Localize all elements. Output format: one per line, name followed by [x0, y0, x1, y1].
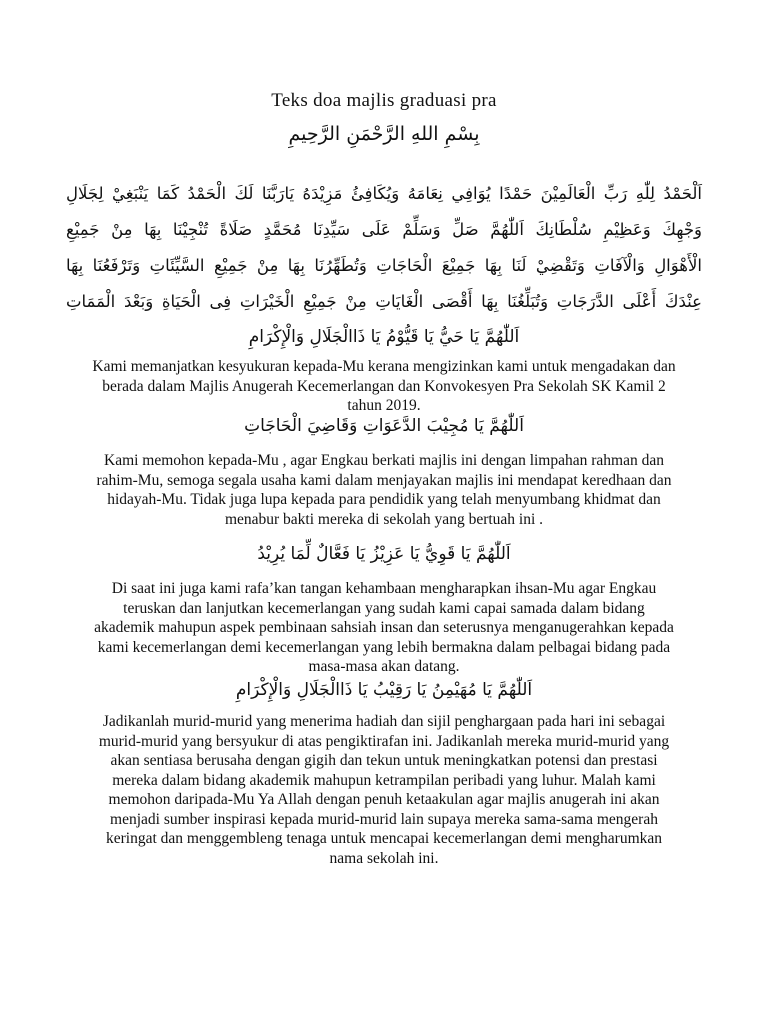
opening-arabic-line-1: اَلْحَمْدُ لِلّٰهِ رَبِّ الْعَالَمِيْنَ حَمْدًا يُوَافِي نِعَامَهُ وَيُكَافِئُ مَزِيْدَهُ يَارَبَّنَا لَكَ الْحَمْدُ كَمَا يَنْبَغِيْ لِجَلَالِ: [66, 184, 702, 203]
paragraph-1: Kami memanjatkan kesyukuran kepada-Mu kerana mengizinkan kami untuk mengadakan dan berada dalam Majlis Anugerah Kecemerlangan dan Konvokesyen Pra Sekolah SK Kamil 2 tahun 2019.: [92, 358, 676, 414]
invocation-1: اَللّٰهُمَّ يَا حَيُّ يَا قَيُّوْمُ يَا ذَاالْجَلَالِ وَالْإِكْرَامِ: [248, 327, 520, 347]
basmalah-text: بِسْمِ اللهِ الرَّحْمَنِ الرَّحِيمِ: [288, 123, 480, 145]
opening-arabic-line-3: الْأَهْوَالِ وَالْآفَاتِ وَتَقْضِيْ لَنَا بِهَا جَمِيْعَ الْحَاجَاتِ وَتُطَهِّرُنَا بِهَا مِنْ جَمِيْعِ السَّيِّئَاتِ وَتَرْفَعُنَا بِهَا: [66, 256, 702, 275]
paragraph-4: Jadikanlah murid-murid yang menerima hadiah dan sijil penghargaan pada hari ini sebagai murid-murid yang bersyukur di atas pengiktirafan ini. Jadikanlah mereka murid-murid yang akan sentiasa berusaha dengan gigih dan tekun untuk meningkatkan potensi dan prestasi mereka dalam bidang akademik mahupun ketrampilan peribadi yang luhur. Malah kami memohon daripada-Mu Ya Allah dengan penuh ketaakulan agar majlis anugerah ini akan menjadi sumber inspirasi kepada murid-murid lain supaya mereka sama-sama mengerah keringat dan menggembleng tenaga untuk mencapai kecemerlangan demi mengharumkan nama sekolah ini.: [98, 713, 670, 867]
paragraph-3: Di saat ini juga kami rafa’kan tangan kehambaan mengharapkan ihsan-Mu agar Engkau teruskan dan lanjutkan kecemerlangan yang sudah kami capai samada dalam bidang akademik mahupun aspek pembinaan sahsiah insan dan seterusnya menganugerahkan kepada kami kecemerlangan demi kecemerlangan yang lebih bermakna dalam pelbagai bidang pada masa-masa akan datang.: [94, 580, 674, 675]
opening-arabic-line-4: عِنْدَكَ أَعْلَى الدَّرَجَاتِ وَتُبَلِّغُنَا بِهَا أَقْصَى الْغَايَاتِ مِنْ جَمِيْعِ الْخَيْرَاتِ فِى الْحَيَاةِ وَبَعْدَ الْمَمَاتِ: [66, 292, 702, 311]
invocation-3: اَللّٰهُمَّ يَا قَوِيُّ يَا عَزِيْزُ يَا فَعَّالٌ لِّمَا يُرِيْدُ: [257, 544, 511, 564]
opening-arabic-line-2: وَجْهِكَ وَعَظِيْمِ سُلْطَانِكَ اَللّٰهُمَّ صَلِّ وَسَلِّمْ عَلَى سَيِّدِنَا مُحَمَّدٍ صَلَاةً تُنْجِيْنَا بِهَا مِنْ جَمِيْعِ: [66, 220, 702, 239]
invocation-4: اَللّٰهُمَّ يَا مُهَيْمِنُ يَا رَقِيْبُ يَا ذَاالْجَلَالِ وَالْإِكْرَامِ: [235, 680, 533, 700]
paragraph-2: Kami memohon kepada-Mu , agar Engkau berkati majlis ini dengan limpahan rahman dan rahim-Mu, semoga segala usaha kami dalam menjayakan majlis ini mendapat keredhaan dan hidayah-Mu. Tidak juga lupa kepada para pendidik yang telah menyumbang khidmat dan menabur bakti mereka di sekolah yang bertuah ini .: [96, 452, 672, 528]
document-title: Teks doa majlis graduasi pra: [271, 90, 497, 111]
invocation-2: اَللّٰهُمَّ يَا مُجِيْبَ الدَّعَوَاتِ وَقَاضِيَ الْحَاجَاتِ: [244, 416, 524, 436]
